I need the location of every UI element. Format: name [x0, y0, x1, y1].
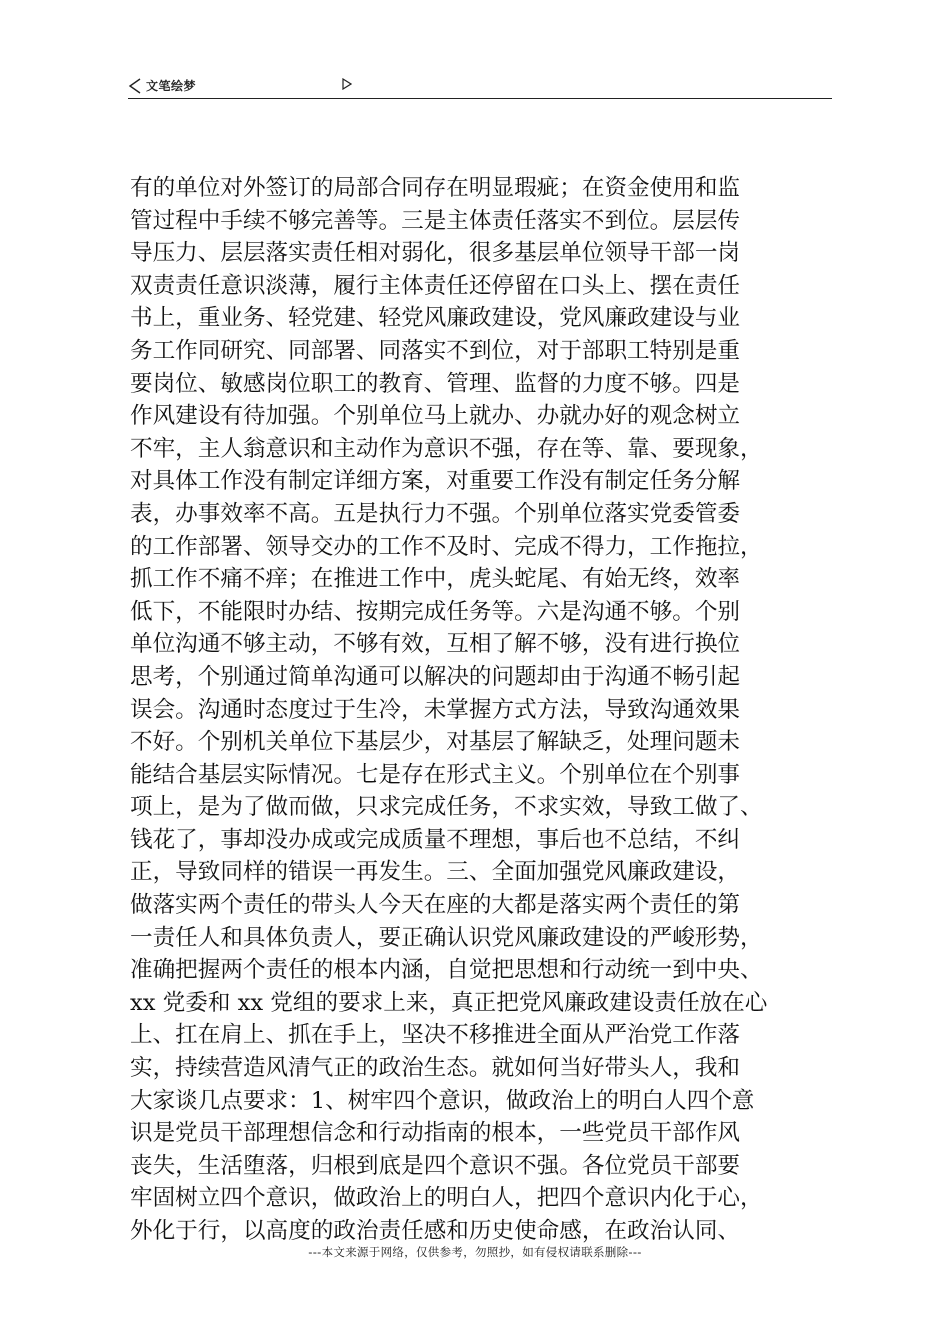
paragraph-line: 双责责任意识淡薄，履行主体责任还停留在口头上、摆在责任: [130, 272, 741, 299]
paragraph-line: 要岗位、敏感岗位职工的教育、管理、监督的力度不够。四是: [130, 370, 741, 397]
paragraph-line: 导压力、层层落实责任相对弱化，很多基层单位领导干部一岗: [130, 240, 741, 267]
paragraph-line: 误会。沟通时态度过于生冷，未掌握方式方法，导致沟通效果: [130, 696, 741, 723]
paragraph-line: xx 党委和 xx 党组的要求上来，真正把党风廉政建设责任放在心: [130, 989, 768, 1016]
paragraph-line: 上、扛在肩上、抓在手上，坚决不移推进全面从严治党工作落: [130, 1022, 741, 1049]
page-header: [128, 76, 832, 99]
paragraph-line: 对具体工作没有制定详细方案，对重要工作没有制定任务分解: [130, 468, 741, 495]
header-brand: 文笔绘梦: [146, 79, 197, 93]
paragraph-line: 表，办事效率不高。五是执行力不强。个别单位落实党委管委: [130, 500, 741, 527]
paragraph-line: 不好。个别机关单位下基层少，对基层了解缺乏，处理问题未: [130, 729, 741, 756]
paragraph-line: 丧失，生活堕落，归根到底是四个意识不强。各位党员干部要: [130, 1152, 741, 1179]
paragraph-line: 不牢，主人翁意识和主动作为意识不强，存在等、靠、要现象，: [130, 435, 763, 462]
paragraph-line: 管过程中手续不够完善等。三是主体责任落实不到位。层层传: [130, 207, 741, 234]
paragraph-line: 钱花了，事却没办成或完成质量不理想，事后也不总结，不纠: [130, 826, 741, 853]
paragraph-line: 牢固树立四个意识，做政治上的明白人，把四个意识内化于心，: [130, 1185, 763, 1212]
paragraph-line: 实，持续营造风清气正的政治生态。就如何当好带头人，我和: [130, 1055, 741, 1082]
paragraph-line: 大家谈几点要求：1、树牢四个意识，做政治上的明白人四个意: [130, 1087, 755, 1114]
paragraph-line: 书上，重业务、轻党建、轻党风廉政建设，党风廉政建设与业: [130, 305, 741, 332]
paragraph-line: 的工作部署、领导交办的工作不及时、完成不得力，工作拖拉，: [130, 533, 763, 560]
paragraph-line: 作风建设有待加强。个别单位马上就办、办就办好的观念树立: [130, 403, 741, 430]
paragraph-line: 能结合基层实际情况。七是存在形式主义。个别单位在个别事: [130, 761, 741, 788]
paragraph-line: 务工作同研究、同部署、同落实不到位，对于部职工特别是重: [130, 337, 741, 364]
paragraph-line: 一责任人和具体负责人，要正确认识党风廉政建设的严峻形势，: [130, 924, 763, 951]
triangle-right-icon: [342, 78, 352, 90]
paragraph-line: 低下，不能限时办结、按期完成任务等。六是沟通不够。个别: [130, 598, 741, 625]
paragraph-line: 抓工作不痛不痒；在推进工作中，虎头蛇尾、有始无终，效率: [130, 566, 741, 593]
triangle-left-icon: [128, 78, 142, 94]
paragraph-line: 正，导致同样的错误一再发生。三、全面加强党风廉政建设，: [130, 859, 741, 886]
footer-disclaimer: ---本文来源于网络，仅供参考，勿照抄，如有侵权请联系删除---: [308, 1245, 642, 1259]
paragraph-line: 外化于行，以高度的政治责任感和历史使命感，在政治认同、: [130, 1218, 741, 1244]
document-body: [130, 172, 832, 1248]
paragraph-line: 有的单位对外签订的局部合同存在明显瑕疵；在资金使用和监: [130, 175, 741, 201]
paragraph-line: 识是党员干部理想信念和行动指南的根本，一些党员干部作风: [130, 1120, 741, 1147]
paragraph-line: 准确把握两个责任的根本内涵，自觉把思想和行动统一到中央、: [130, 957, 763, 984]
paragraph-line: 项上，是为了做而做，只求完成任务，不求实效，导致工做了、: [130, 794, 763, 821]
paragraph-line: 单位沟通不够主动，不够有效，互相了解不够，没有进行换位: [130, 631, 741, 658]
paragraph-line: 思考，个别通过简单沟通可以解决的问题却由于沟通不畅引起: [130, 663, 741, 690]
paragraph-line: 做落实两个责任的带头人今天在座的大都是落实两个责任的第: [130, 892, 741, 919]
